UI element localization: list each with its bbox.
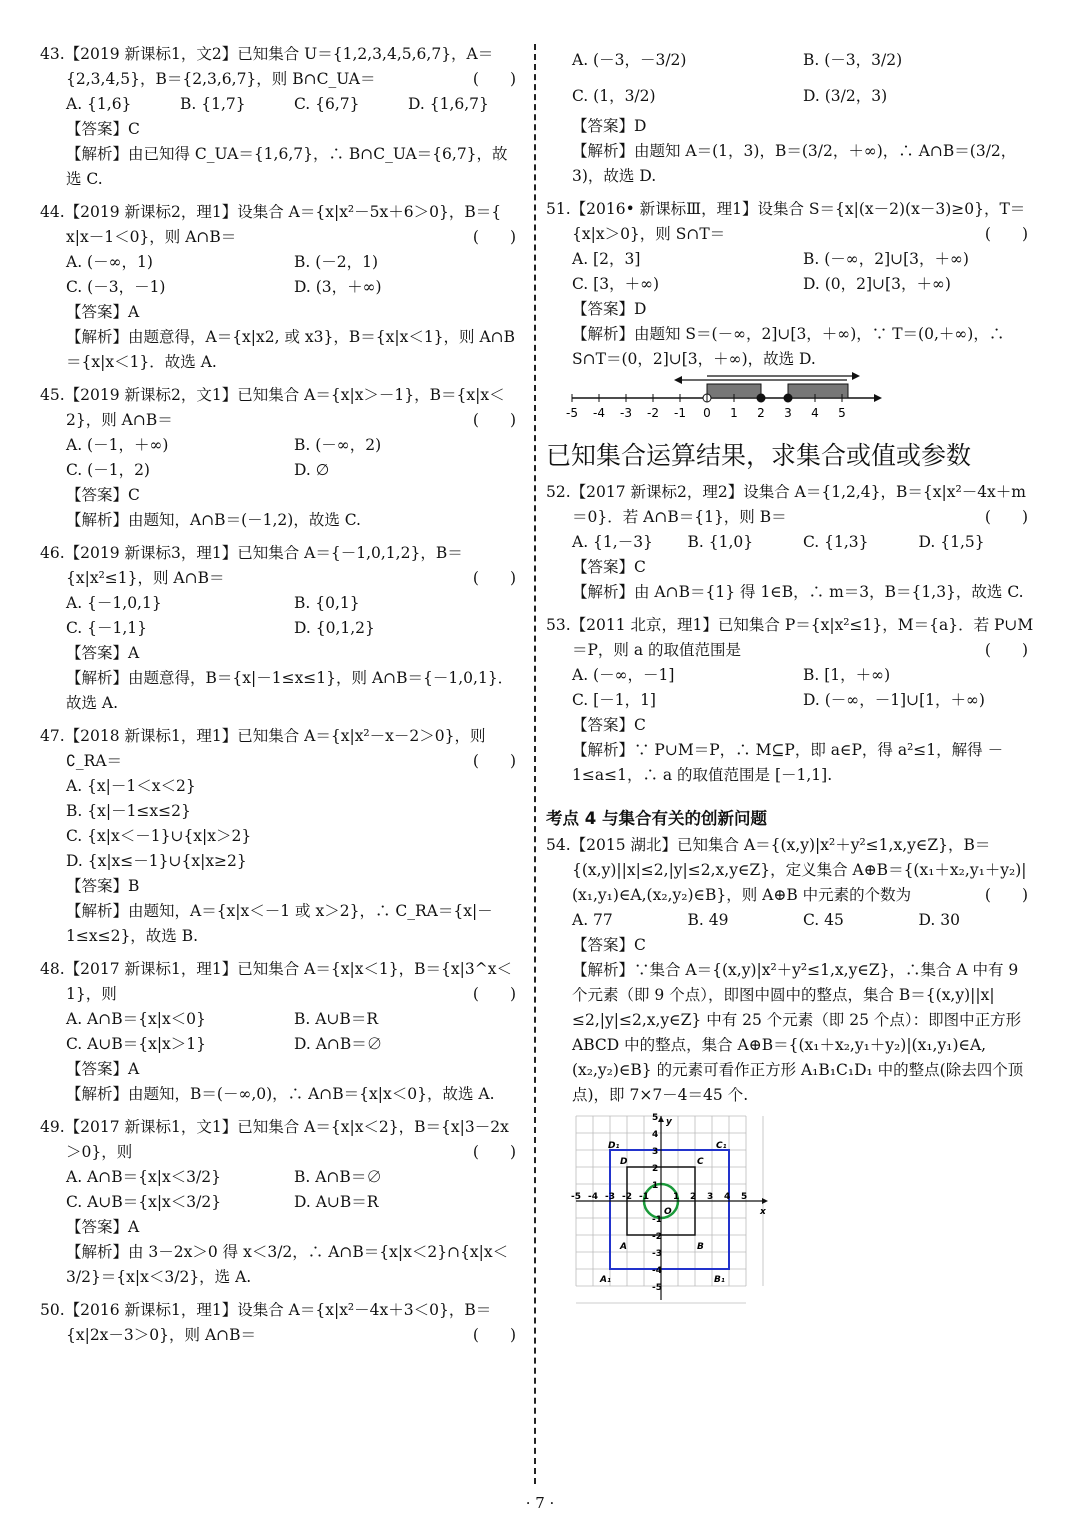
explanation: 【解析】∵集合 A＝{(x,y)|x²＋y²≤1,x,y∈Z}，∴集合 A 中有 9 个元素（即 9 个点），即图中圆中的整点，集合 B＝{(x,y)||x|≤2,|y|≤2,x,y∈Z} 中有 25 个元素（即 25 个点）：即图中正方形 ABCD 中的整点，集合 A⊕B＝{(x₁＋x₂,y₁＋y₂)|(x₁,y₁)∈A,(x₂,y₂)∈B} 的元素可看作正方形 A₁B₁C₁D₁ 中的整点(除去四个顶点)，即 7×7－4＝45 个. bbox=[572, 961, 1024, 1104]
option-c: C. {1,3} bbox=[803, 533, 869, 551]
option-d: D. A∩B＝∅ bbox=[294, 1035, 383, 1053]
interval-shade-right bbox=[788, 384, 848, 398]
option-a: A. {x|－1＜x＜2} bbox=[66, 777, 196, 795]
option-b: B. (－∞，2]∪[3，＋∞) bbox=[803, 250, 969, 268]
answer: 【答案】D bbox=[572, 300, 647, 318]
y-tick-label: -2 bbox=[652, 1232, 662, 1242]
explanation: 【解析】由题意得，A＝{x|x2, 或 x3}，B＝{x|x＜1}，则 A∩B＝{x|x＜1}．故选 A. bbox=[66, 328, 516, 371]
option-c: C. A∪B＝{x|x＞1} bbox=[66, 1035, 207, 1053]
question-stem: 51.【2016• 新课标Ⅲ，理1】设集合 S＝{x|(x－2)(x－3)≥0}，T＝{x|x＞0}，则 S∩T＝ ( ) bbox=[546, 197, 1034, 247]
option-d: D. (3，＋∞) bbox=[294, 278, 382, 296]
answer-paren: ( ) bbox=[472, 1326, 516, 1344]
x-axis-label: x bbox=[760, 1207, 766, 1217]
x-arrow-icon bbox=[762, 1198, 768, 1204]
option-c: C. (－3，－1) bbox=[66, 278, 166, 296]
y-tick-label: -4 bbox=[652, 1266, 662, 1276]
y-tick-label: -3 bbox=[652, 1249, 662, 1259]
option-a: A. A∩B＝{x|x＜0} bbox=[66, 1010, 206, 1028]
question-stem: 52.【2017 新课标2，理2】设集合 A＝{1,2,4}，B＝{x|x²－4x＋m＝0}．若 A∩B＝{1}，则 B＝ ( ) bbox=[546, 480, 1034, 530]
question-45 bbox=[40, 383, 522, 533]
question-stem: 54.【2015 湖北】已知集合 A＝{(x,y)|x²＋y²≤1,x,y∈Z}，B＝{(x,y)||x|≤2,|y|≤2,x,y∈Z}，定义集合 A⊕B＝{(x₁＋x₂,y₁＋y₂)|(x₁,y₁)∈A,(x₂,y₂)∈B}，则 A⊕B 中元素的个数为 ( ) bbox=[546, 833, 1034, 908]
question-44 bbox=[40, 200, 522, 375]
answer-paren: ( ) bbox=[472, 569, 516, 587]
answer-paren: ( ) bbox=[472, 228, 516, 246]
option-d: D. (0，2]∪[3，＋∞) bbox=[803, 275, 951, 293]
y-arrow-icon bbox=[658, 1116, 664, 1122]
answer: 【答案】B bbox=[66, 877, 140, 895]
option-b: B. (－3，3/2) bbox=[803, 51, 903, 69]
y-tick-label: 5 bbox=[652, 1113, 659, 1123]
option-a: A. (－3，－3/2) bbox=[572, 51, 687, 69]
answer: 【答案】C bbox=[66, 120, 140, 138]
option-c: C. (1，3/2) bbox=[572, 87, 656, 105]
tick-label: -3 bbox=[620, 406, 632, 420]
answer-paren: ( ) bbox=[472, 1143, 516, 1161]
explanation: 【解析】由题意得，B＝{x|－1≤x≤1}，则 A∩B＝{－1,0,1}．故选 A. bbox=[66, 669, 514, 712]
tick-label: 1 bbox=[730, 406, 738, 420]
y-axis-label: y bbox=[666, 1117, 672, 1127]
x-tick-label: -5 bbox=[571, 1192, 581, 1202]
y-tick-label: -1 bbox=[652, 1215, 662, 1225]
x-tick-label: 3 bbox=[707, 1192, 714, 1202]
answer-paren: ( ) bbox=[472, 985, 516, 1003]
option-a: A. {1,－3} bbox=[572, 533, 653, 551]
answer: 【答案】A bbox=[66, 1060, 140, 1078]
point-c-label: C bbox=[697, 1157, 704, 1167]
answer: 【答案】A bbox=[66, 303, 140, 321]
option-b: B. {x|－1≤x≤2} bbox=[66, 802, 191, 820]
option-d: D. {1,6,7} bbox=[408, 95, 489, 113]
y-tick-label: 2 bbox=[652, 1164, 659, 1174]
y-tick-label: 3 bbox=[652, 1147, 659, 1157]
answer: 【答案】C bbox=[572, 936, 646, 954]
question-stem: 50.【2016 新课标1，理1】设集合 A＝{x|x²－4x＋3＜0}，B＝{x|2x－3＞0}，则 A∩B＝ ( ) bbox=[40, 1298, 522, 1348]
question-43 bbox=[40, 42, 522, 192]
x-tick-label: 1 bbox=[673, 1192, 680, 1202]
question-48 bbox=[40, 957, 522, 1107]
option-b: B. (－2，1) bbox=[294, 253, 379, 271]
explanation: 【解析】由题知，A＝{x|x＜－1 或 x＞2}，∴ C_RA＝{x|－1≤x≤2}，故选 B. bbox=[66, 902, 493, 945]
question-stem: 53.【2011 北京，理1】已知集合 P＝{x|x²≤1}，M＝{a}．若 P∪M＝P，则 a 的取值范围是 ( ) bbox=[546, 613, 1034, 663]
answer-paren: ( ) bbox=[472, 411, 516, 429]
question-stem: 46.【2019 新课标3，理1】已知集合 A＝{－1,0,1,2}，B＝{x|x²≤1}，则 A∩B＝ ( ) bbox=[40, 541, 522, 591]
point-c1-label: C₁ bbox=[716, 1141, 727, 1151]
option-b: B. 49 bbox=[687, 911, 729, 929]
x-tick-label: 5 bbox=[741, 1192, 748, 1202]
option-c: C. (－1，2) bbox=[66, 461, 150, 479]
explanation: 【解析】由题知 A＝(1，3)，B＝(3/2，＋∞)，∴ A∩B＝(3/2，3)，故选 D. bbox=[572, 142, 1017, 185]
option-a: A. {－1,0,1} bbox=[66, 594, 162, 612]
tick-label: 4 bbox=[811, 406, 819, 420]
option-b: B. [1，＋∞) bbox=[803, 666, 891, 684]
section-title: 已知集合运算结果，求集合或值或参数 bbox=[546, 441, 972, 470]
option-b: B. {1,0} bbox=[687, 533, 754, 551]
number-line-figure bbox=[566, 372, 882, 422]
option-d: D. 30 bbox=[918, 911, 960, 929]
explanation: 【解析】由题知，B＝(－∞,0)，∴ A∩B＝{x|x＜0}，故选 A. bbox=[66, 1085, 495, 1103]
question-50 bbox=[40, 1298, 522, 1348]
x-tick-label: 4 bbox=[724, 1192, 731, 1202]
option-a: A. A∩B＝{x|x＜3/2} bbox=[66, 1168, 221, 1186]
option-c: C. {6,7} bbox=[294, 95, 360, 113]
page-number: · 7 · bbox=[525, 1494, 555, 1512]
question-46 bbox=[40, 541, 522, 716]
question-47 bbox=[40, 724, 522, 949]
answer: 【答案】A bbox=[66, 644, 140, 662]
answer-paren: ( ) bbox=[984, 225, 1028, 243]
question-52 bbox=[546, 480, 1034, 605]
answer: 【答案】D bbox=[572, 117, 647, 135]
left-column bbox=[40, 42, 522, 1356]
question-stem: 43.【2019 新课标1，文2】已知集合 U＝{1,2,3,4,5,6,7}，A＝{2,3,4,5}，B＝{2,3,6,7}，则 B∩C_UA＝ ( ) bbox=[40, 42, 522, 92]
origin-label: O bbox=[664, 1207, 672, 1217]
explanation: 【解析】由题知 S＝(－∞，2]∪[3，＋∞)，∵ T＝(0,＋∞)，∴ S∩T＝(0，2]∪[3，＋∞)，故选 D. bbox=[572, 325, 1005, 368]
explanation: 【解析】由已知得 C_UA＝{1,6,7}，∴ B∩C_UA＝{6,7}，故选 C. bbox=[66, 145, 508, 188]
question-stem: 49.【2017 新课标1，文1】已知集合 A＝{x|x＜2}，B＝{x|3－2x＞0}，则 ( ) bbox=[40, 1115, 522, 1165]
option-d: D. (－∞，－1]∪[1，＋∞) bbox=[803, 691, 985, 709]
tick-label: -4 bbox=[593, 406, 605, 420]
tick-label: 0 bbox=[703, 406, 711, 420]
point-b1-label: B₁ bbox=[714, 1275, 725, 1285]
question-54 bbox=[546, 833, 1034, 1314]
right-column bbox=[546, 42, 1034, 1322]
option-c: C. 45 bbox=[803, 911, 844, 929]
point-b-label: B bbox=[697, 1242, 704, 1252]
answer: 【答案】C bbox=[66, 486, 140, 504]
y-tick-label: 1 bbox=[652, 1181, 659, 1191]
question-stem: 44.【2019 新课标2，理1】设集合 A＝{x|x²－5x＋6＞0}，B＝{ x|x－1＜0}，则 A∩B＝ ( ) bbox=[40, 200, 522, 250]
explanation: 【解析】由 3－2x＞0 得 x＜3/2，∴ A∩B＝{x|x＜2}∩{x|x＜3/2}＝{x|x＜3/2}，选 A. bbox=[66, 1243, 509, 1286]
option-a: A. (－1，＋∞) bbox=[66, 436, 169, 454]
option-c: C. [3，＋∞) bbox=[572, 275, 660, 293]
arrow-left-icon bbox=[674, 376, 682, 384]
option-a: A. {1,6} bbox=[66, 95, 132, 113]
question-50-continued bbox=[546, 42, 1034, 189]
option-b: B. A∩B＝∅ bbox=[294, 1168, 382, 1186]
option-b: B. {0,1} bbox=[294, 594, 360, 612]
lattice-grid-figure bbox=[571, 1113, 776, 1306]
tick-label: -5 bbox=[566, 406, 578, 420]
explanation: 【解析】由 A∩B＝{1} 得 1∈B，∴ m＝3，B＝{1,3}，故选 C. bbox=[572, 583, 1024, 601]
tick-label: -2 bbox=[647, 406, 659, 420]
option-b: B. {1,7} bbox=[180, 95, 246, 113]
option-d: D. {0,1,2} bbox=[294, 619, 375, 637]
option-c: C. A∪B＝{x|x＜3/2} bbox=[66, 1193, 222, 1211]
x-tick-label: 2 bbox=[690, 1192, 697, 1202]
point-d1-label: D₁ bbox=[608, 1141, 620, 1151]
tick-label: 2 bbox=[757, 406, 765, 420]
answer-paren: ( ) bbox=[984, 508, 1028, 526]
question-stem: 48.【2017 新课标1，理1】已知集合 A＝{x|x＜1}，B＝{x|3^x＜1}，则 ( ) bbox=[40, 957, 522, 1007]
subsection-title: 考点 4 与集合有关的创新问题 bbox=[546, 809, 767, 828]
option-a: A. [2，3] bbox=[572, 250, 641, 268]
x-tick-label: -3 bbox=[605, 1192, 615, 1202]
option-d: D. A∪B＝R bbox=[294, 1193, 379, 1211]
column-divider bbox=[534, 44, 536, 1484]
tick-label: 3 bbox=[784, 406, 792, 420]
question-stem: 47.【2018 新课标1，理1】已知集合 A＝{x|x²－x－2＞0}，则 ∁_RA＝ ( ) bbox=[40, 724, 522, 774]
answer-paren: ( ) bbox=[984, 641, 1028, 659]
tick-label: -1 bbox=[674, 406, 686, 420]
point-d-label: D bbox=[620, 1157, 628, 1167]
question-49 bbox=[40, 1115, 522, 1290]
answer-paren: ( ) bbox=[984, 886, 1028, 904]
x-tick-label: -1 bbox=[639, 1192, 649, 1202]
option-a: A. 77 bbox=[572, 911, 613, 929]
explanation: 【解析】∵ P∪M＝P，∴ M⊆P，即 a∈P，得 a²≤1，解得 －1≤a≤1，∴ a 的取值范围是 [－1,1]. bbox=[572, 741, 1004, 784]
option-a: A. (－∞，1) bbox=[66, 253, 153, 271]
option-c: C. [－1，1] bbox=[572, 691, 656, 709]
option-c: C. {x|x＜－1}∪{x|x＞2} bbox=[66, 827, 252, 845]
explanation: 【解析】由题知，A∩B＝(－1,2)，故选 C. bbox=[66, 511, 361, 529]
question-53 bbox=[546, 613, 1034, 788]
option-c: C. {－1,1} bbox=[66, 619, 148, 637]
answer-paren: ( ) bbox=[472, 70, 516, 88]
axis-arrow-icon bbox=[874, 394, 882, 402]
point-a1-label: A₁ bbox=[600, 1275, 611, 1285]
arrow-right-icon bbox=[852, 372, 860, 380]
option-b: B. (－∞，2) bbox=[294, 436, 382, 454]
option-a: A. (－∞，－1] bbox=[572, 666, 675, 684]
question-51 bbox=[546, 197, 1034, 430]
answer: 【答案】C bbox=[572, 716, 646, 734]
x-tick-label: -2 bbox=[622, 1192, 632, 1202]
option-d: D. {x|x≤－1}∪{x|x≥2} bbox=[66, 852, 247, 870]
option-d: D. (3/2，3) bbox=[803, 87, 888, 105]
x-tick-label: -4 bbox=[588, 1192, 598, 1202]
answer: 【答案】C bbox=[572, 558, 646, 576]
option-d: D. ∅ bbox=[294, 461, 330, 479]
point-a-label: A bbox=[620, 1242, 627, 1252]
answer-paren: ( ) bbox=[472, 752, 516, 770]
question-stem: 45.【2019 新课标2，文1】已知集合 A＝{x|x＞－1}，B＝{x|x＜2}，则 A∩B＝ ( ) bbox=[40, 383, 522, 433]
option-d: D. {1,5} bbox=[918, 533, 985, 551]
y-tick-label: 4 bbox=[652, 1130, 659, 1140]
answer: 【答案】A bbox=[66, 1218, 140, 1236]
tick-label: 5 bbox=[838, 406, 846, 420]
y-tick-label: -5 bbox=[652, 1283, 662, 1293]
option-b: B. A∪B＝R bbox=[294, 1010, 378, 1028]
